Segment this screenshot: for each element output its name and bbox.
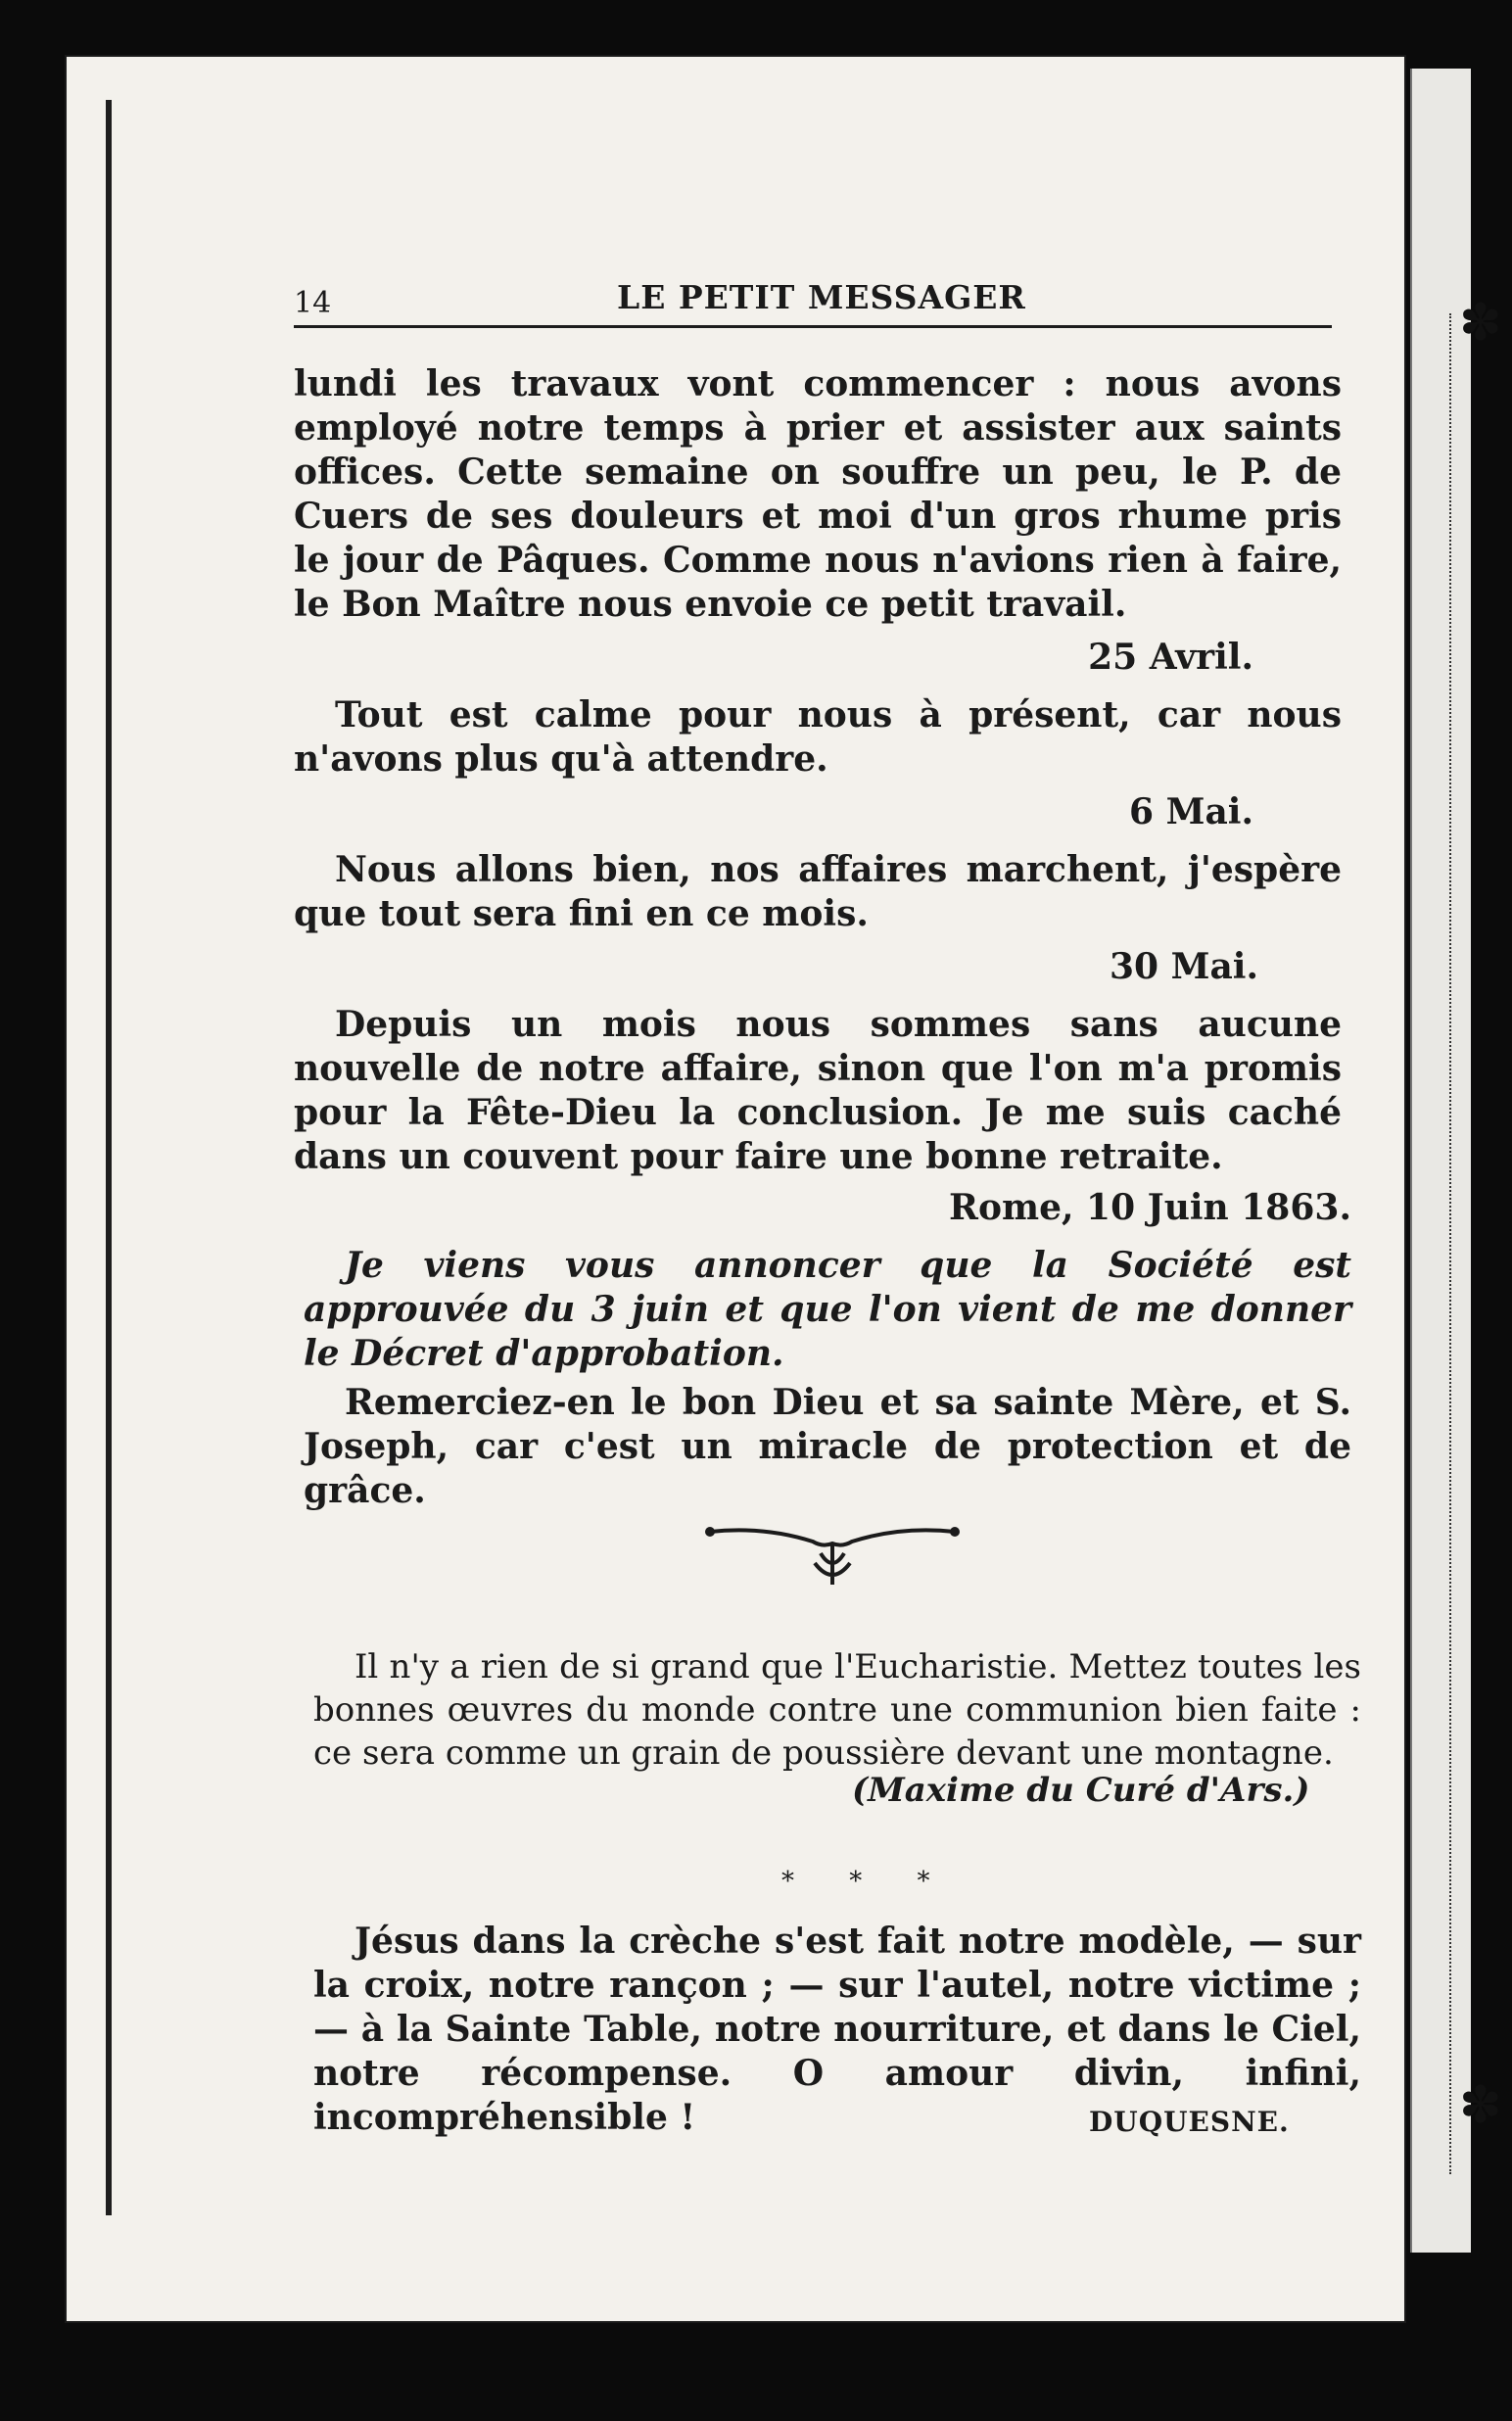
running-title: LE PETIT MESSAGER xyxy=(617,278,1026,316)
letter-paragraph: Tout est calme pour nous à présent, car nous n'avons plus qu'à attendre. xyxy=(294,694,1342,780)
letter-date: 30 Mai. xyxy=(1109,946,1258,987)
page-number: 14 xyxy=(294,286,332,320)
maxime-citation: (Maxime du Curé d'Ars.) xyxy=(852,1771,1310,1810)
letter-paragraph: lundi les travaux vont commencer : nous avons employé notre temps à prier et assister aux saints offices. Cette semaine on souffre un peu, le P. de Cuers de ses douleurs et moi d'un gros rhume pris le jour de Pâques. Comme nous n'avions rien à faire, le Bon Maître nous envoie ce petit travail. xyxy=(294,363,1342,625)
section-separator: * * * xyxy=(781,1867,954,1896)
quote-author: DUQUESNE. xyxy=(1089,2106,1290,2138)
maxime-text: Il n'y a rien de si grand que l'Eucharistie. Mettez toutes les bonnes œuvres du monde contre une communion bien faite : ce sera comme un grain de poussière devant une montagne. xyxy=(313,1647,1361,1773)
letter-date: 6 Mai. xyxy=(1129,791,1253,832)
page-header xyxy=(294,278,1332,328)
letter-date: 25 Avril. xyxy=(1088,637,1253,678)
letter-date: Rome, 10 Juin 1863. xyxy=(949,1187,1351,1228)
ornament-divider xyxy=(705,1524,960,1592)
letter-paragraph: Nous allons bien, nos affaires marchent, j'espère que tout sera fini en ce mois. xyxy=(294,849,1342,934)
letter-paragraph: Remerciez-en le bon Dieu et sa sainte Mère, et S. Joseph, car c'est un miracle de protection et de grâce. xyxy=(304,1382,1351,1511)
facing-page-edge xyxy=(1410,69,1471,2253)
ornament-icon: ✽ xyxy=(1459,2076,1502,2135)
ornament-icon: ✽ xyxy=(1459,294,1502,353)
quote-text: Jésus dans la crèche s'est fait notre modèle, — sur la croix, notre rançon ; — sur l'autel, notre victime ; — à la Sainte Table, notre nourriture, et dans le Ciel, notre récompense. O amour divin, infini, incompréhensible ! xyxy=(313,1921,1361,2138)
letter-paragraph-italic: Je viens vous annoncer que la Société est approuvée du 3 juin et que l'on vient de me donner le Décret d'approbation. xyxy=(304,1245,1351,1374)
letter-paragraph: Depuis un mois nous sommes sans aucune nouvelle de notre affaire, sinon que l'on m'a promis pour la Fête-Dieu la conclusion. Je me suis caché dans un couvent pour faire une bonne retraite. xyxy=(294,1004,1342,1177)
